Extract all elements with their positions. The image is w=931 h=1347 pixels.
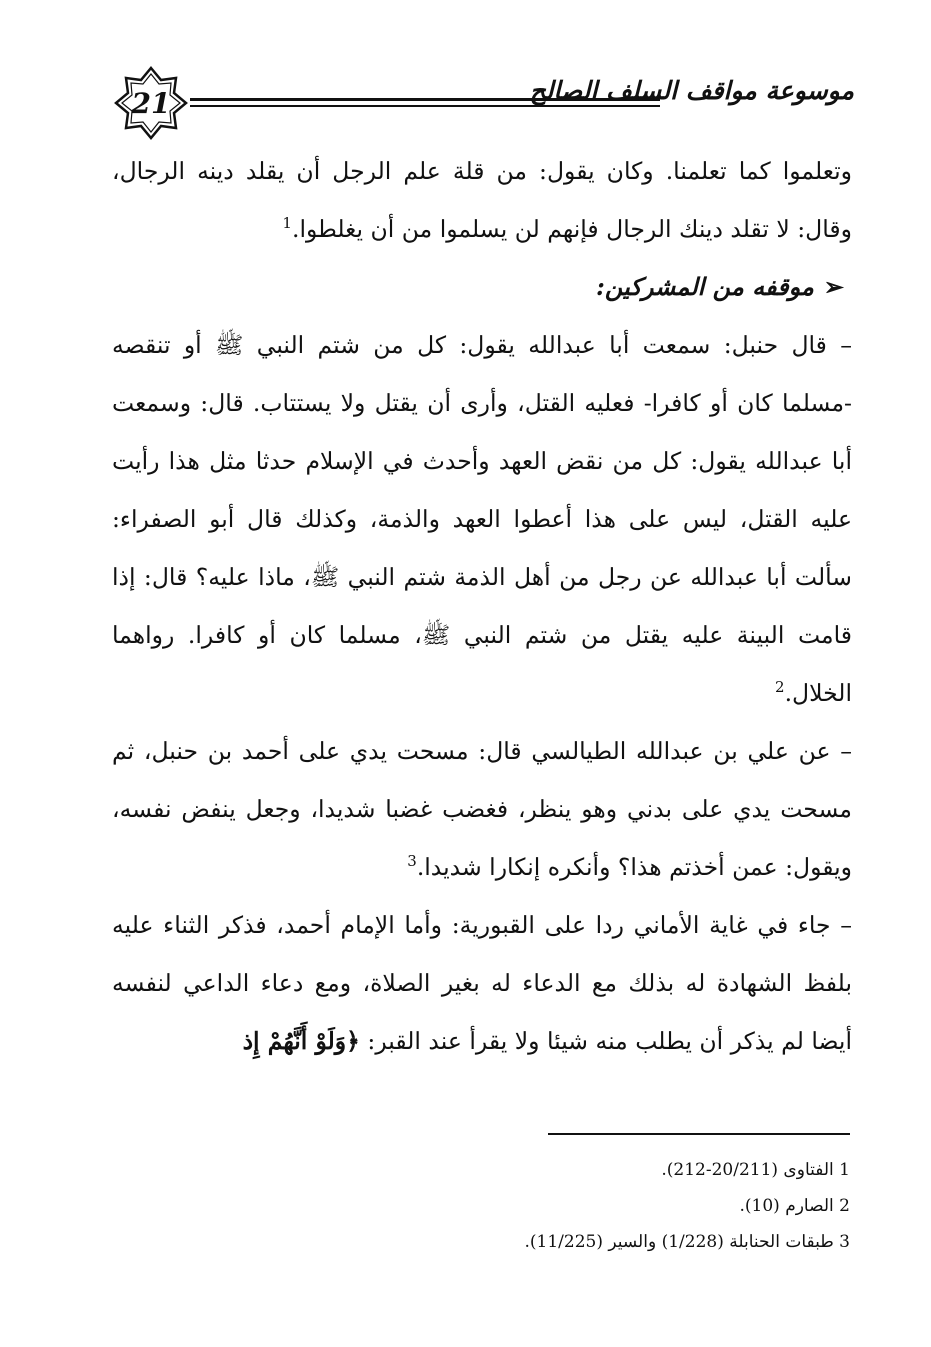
section-heading-text: موقفه من المشركين:	[596, 272, 814, 301]
main-text	[112, 142, 852, 1070]
footnotes	[380, 1152, 850, 1260]
paragraph	[112, 316, 852, 722]
footnote	[380, 1188, 850, 1224]
footnote-number: 3	[839, 1232, 850, 1252]
paragraph-text: – قال حنبل: سمعت أبا عبدالله يقول: كل من شتم النبي ﷺ أو تنقصه -مسلما كان أو كافرا- فعليه القتل، وأرى أن يقتل ولا يستتاب. قال: وسمعت أبا عبدالله يقول: كل من نقض العهد وأحدث في الإسلام حدثا مثل هذا رأيت عليه القتل، ليس على هذا أعطوا العهد والذمة، وكذلك قال أبو الصفراء: سألت أبا عبدالله عن رجل من أهل الذمة شتم النبي ﷺ، ماذا عليه؟ قال: إذا قامت البينة عليه يقتل من شتم النبي ﷺ، مسلما كان أو كافرا. رواهما الخلال.	[112, 331, 852, 707]
footnote-number: 1	[839, 1160, 850, 1180]
paragraph	[112, 722, 852, 896]
footnote-ref: 1	[282, 214, 292, 233]
footnote	[380, 1224, 850, 1260]
page-number: 21	[131, 86, 171, 120]
paragraph	[112, 896, 852, 1070]
section-heading	[112, 258, 852, 316]
paragraph-text: – جاء في غاية الأماني ردا على القبورية: وأما الإمام أحمد، فذكر الثناء عليه بلفظ الشهادة له بذلك مع الدعاء له بغير الصلاة، ومع دعاء الداعي لنفسه أيضا لم يذكر أن يطلب منه شيئا ولا يقرأ عند القبر:	[112, 911, 852, 1055]
footnote-ref: 2	[775, 678, 785, 697]
paragraph-text: وتعلموا كما تعلمنا. وكان يقول: من قلة علم الرجل أن يقلد دينه الرجال، وقال: لا تقلد دينك الرجال فإنهم لن يسلموا من أن يغلطوا.	[112, 157, 852, 243]
footnote-text: طبقات الحنابلة (1/228) والسير (11/225).	[524, 1232, 834, 1252]
footnote-separator	[548, 1133, 850, 1135]
footnote	[380, 1152, 850, 1188]
footnote-text: الفتاوى (20/211-212).	[661, 1160, 834, 1180]
footnote-text: الصارم (10).	[739, 1196, 834, 1216]
paragraph-text: – عن علي بن عبدالله الطيالسي قال: مسحت يدي على أحمد بن حنبل، ثم مسحت يدي على بدني وهو ينظر، فغضب غضبا شديدا، وجعل ينفض نفسه، ويقول: عمن أخذتم هذا؟ وأنكره إنكارا شديدا.	[112, 737, 852, 881]
quran-quote: ﴿وَلَوْ أَنَّهُمْ إِذ	[242, 1027, 360, 1055]
page-header	[110, 58, 854, 150]
footnote-ref: 3	[407, 852, 417, 871]
book-title: موسوعة مواقف السلف الصالح	[529, 76, 854, 105]
footnote-number: 2	[839, 1196, 850, 1216]
paragraph	[112, 142, 852, 258]
arrow-marker-icon: ➢	[823, 272, 844, 301]
